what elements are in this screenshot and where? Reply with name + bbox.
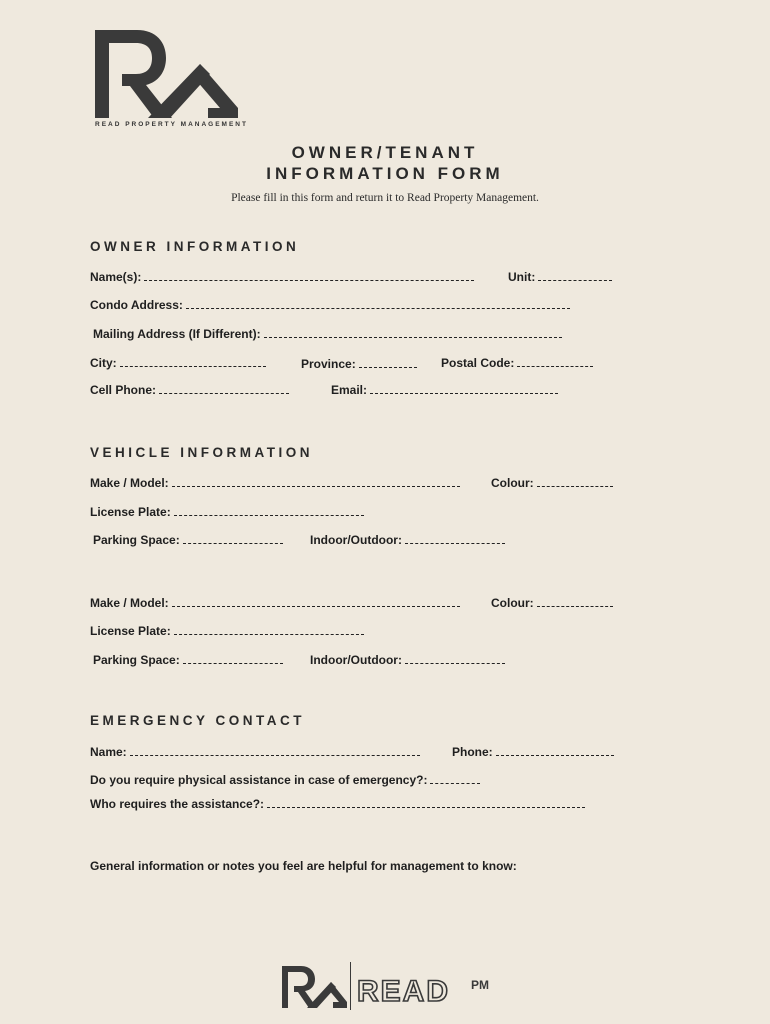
unit-line[interactable] bbox=[538, 270, 612, 281]
vehicle2-indoor-outdoor-field[interactable] bbox=[310, 653, 505, 667]
form-title-line1: OWNER/TENANT bbox=[291, 143, 479, 162]
unit-label: Unit: bbox=[508, 270, 536, 284]
postal-code-field[interactable] bbox=[441, 356, 593, 370]
province-label: Province: bbox=[301, 357, 356, 371]
colour-line[interactable] bbox=[537, 596, 613, 607]
emergency-phone-line[interactable] bbox=[496, 745, 614, 756]
colour-label: Colour: bbox=[491, 476, 534, 490]
mailing-address-field[interactable] bbox=[93, 327, 562, 341]
condo-address-field[interactable] bbox=[90, 298, 570, 312]
read-logo-small-icon bbox=[281, 964, 347, 1010]
condo-address-line[interactable] bbox=[186, 298, 570, 309]
vehicle1-license-plate-field[interactable] bbox=[90, 505, 364, 519]
who-requires-label: Who requires the assistance?: bbox=[90, 797, 265, 811]
physical-assistance-field[interactable] bbox=[90, 773, 480, 787]
vehicle2-colour-field[interactable] bbox=[491, 596, 613, 610]
city-line[interactable] bbox=[120, 356, 266, 367]
emergency-name-line[interactable] bbox=[130, 745, 420, 756]
email-line[interactable] bbox=[370, 383, 558, 394]
vehicle2-parking-space-field[interactable] bbox=[93, 653, 283, 667]
cell-phone-line[interactable] bbox=[159, 383, 289, 394]
indoor-outdoor-label: Indoor/Outdoor: bbox=[310, 653, 402, 667]
province-line[interactable] bbox=[359, 357, 417, 368]
footer-divider bbox=[350, 962, 351, 1010]
mailing-address-line[interactable] bbox=[264, 327, 562, 338]
footer-pm-superscript: PM bbox=[471, 978, 489, 992]
colour-label: Colour: bbox=[491, 596, 534, 610]
footer-logo bbox=[281, 962, 496, 1012]
email-field[interactable] bbox=[331, 383, 558, 397]
emergency-name-label: Name: bbox=[90, 745, 127, 759]
indoor-outdoor-line[interactable] bbox=[405, 653, 505, 664]
parking-space-line[interactable] bbox=[183, 653, 283, 664]
vehicle2-make-model-field[interactable] bbox=[90, 596, 460, 610]
who-requires-line[interactable] bbox=[267, 797, 585, 808]
license-plate-line[interactable] bbox=[174, 624, 364, 635]
make-model-label: Make / Model: bbox=[90, 596, 169, 610]
license-plate-line[interactable] bbox=[174, 505, 364, 516]
postal-code-label: Postal Code: bbox=[441, 356, 515, 370]
license-plate-label: License Plate: bbox=[90, 505, 171, 519]
emergency-name-field[interactable] bbox=[90, 745, 420, 759]
postal-code-line[interactable] bbox=[517, 356, 593, 367]
vehicle1-parking-space-field[interactable] bbox=[93, 533, 283, 547]
general-notes-prompt: General information or notes you feel are helpful for management to know: bbox=[90, 859, 517, 873]
who-requires-assistance-field[interactable] bbox=[90, 797, 585, 811]
unit-field[interactable] bbox=[508, 270, 612, 284]
vehicle1-colour-field[interactable] bbox=[491, 476, 613, 490]
vehicle2-license-plate-field[interactable] bbox=[90, 624, 364, 638]
names-field[interactable] bbox=[90, 270, 474, 284]
parking-space-line[interactable] bbox=[183, 533, 283, 544]
city-label: City: bbox=[90, 356, 117, 370]
cell-phone-field[interactable] bbox=[90, 383, 289, 397]
vehicle1-make-model-field[interactable] bbox=[90, 476, 460, 490]
city-field[interactable] bbox=[90, 356, 266, 370]
make-model-label: Make / Model: bbox=[90, 476, 169, 490]
owner-information-heading: OWNER INFORMATION bbox=[90, 239, 300, 254]
indoor-outdoor-line[interactable] bbox=[405, 533, 505, 544]
form-instructions: Please fill in this form and return it to Read Property Management. bbox=[231, 192, 539, 204]
indoor-outdoor-label: Indoor/Outdoor: bbox=[310, 533, 402, 547]
license-plate-label: License Plate: bbox=[90, 624, 171, 638]
names-line[interactable] bbox=[144, 270, 474, 281]
province-field[interactable] bbox=[301, 357, 417, 371]
colour-line[interactable] bbox=[537, 476, 613, 487]
cell-phone-label: Cell Phone: bbox=[90, 383, 157, 397]
physical-assistance-label: Do you require physical assistance in case of emergency?: bbox=[90, 773, 428, 787]
company-tagline: READ PROPERTY MANAGEMENT bbox=[95, 121, 248, 128]
parking-space-label: Parking Space: bbox=[93, 653, 180, 667]
make-model-line[interactable] bbox=[172, 476, 460, 487]
make-model-line[interactable] bbox=[172, 596, 460, 607]
read-logo-icon bbox=[92, 28, 242, 120]
form-title-line2: INFORMATION FORM bbox=[266, 164, 504, 183]
mailing-address-label: Mailing Address (If Different): bbox=[93, 327, 261, 341]
email-label: Email: bbox=[331, 383, 368, 397]
names-label: Name(s): bbox=[90, 270, 142, 284]
footer-wordmark-text: READ bbox=[357, 975, 451, 1004]
condo-address-label: Condo Address: bbox=[90, 298, 183, 312]
emergency-phone-field[interactable] bbox=[452, 745, 614, 759]
footer-wordmark bbox=[355, 974, 467, 1004]
vehicle1-indoor-outdoor-field[interactable] bbox=[310, 533, 505, 547]
physical-assistance-line[interactable] bbox=[430, 773, 480, 784]
parking-space-label: Parking Space: bbox=[93, 533, 180, 547]
emergency-phone-label: Phone: bbox=[452, 745, 493, 759]
emergency-contact-heading: EMERGENCY CONTACT bbox=[90, 713, 306, 728]
vehicle-information-heading: VEHICLE INFORMATION bbox=[90, 445, 313, 460]
